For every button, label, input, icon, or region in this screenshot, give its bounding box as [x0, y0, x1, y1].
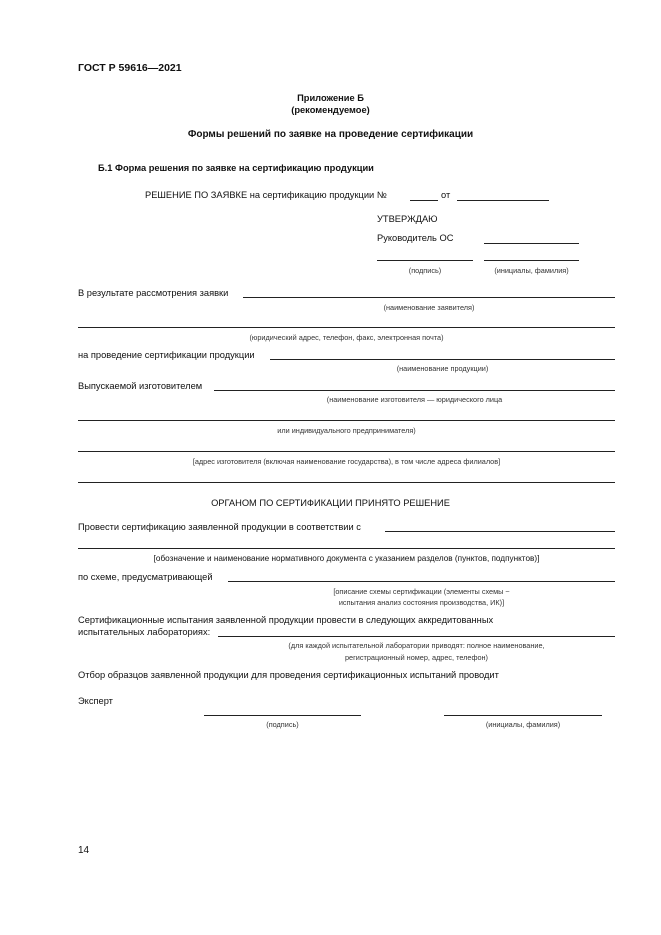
scheme-caption-2: испытания анализ состояния производства, ИК)]	[338, 598, 505, 607]
approve-word: УТВЕРЖДАЮ	[377, 214, 438, 224]
maker-caption: (наименование изготовителя — юридического лица	[326, 395, 503, 404]
annex-heading: Формы решений по заявке на проведение сертификации	[187, 129, 474, 140]
certify-doc-line[interactable]	[385, 531, 615, 532]
page-number: 14	[78, 845, 90, 856]
expert-name-line[interactable]	[444, 715, 602, 716]
lab-caption-2: регистрационный номер, адрес, телефон)	[344, 653, 488, 662]
review-label: В результате рассмотрения заявки	[78, 288, 229, 298]
annex-note: (рекомендуемое)	[291, 105, 370, 115]
expert-name-caption: (инициалы, фамилия)	[485, 720, 561, 729]
approve-sign-line[interactable]	[377, 260, 473, 261]
certify-doc-caption: [обозначение и наименование нормативного документа с указанием разделов (пунктов, подпунктов)]	[153, 554, 540, 563]
decision-number-line[interactable]	[410, 200, 438, 201]
maker-address-line[interactable]	[78, 451, 615, 452]
expert-label: Эксперт	[78, 696, 113, 706]
certify-label: Провести сертификацию заявленной продукции в соответствии с	[78, 522, 361, 532]
section-title: Б.1 Форма решения по заявке на сертификацию продукции	[98, 163, 374, 173]
scheme-line[interactable]	[228, 581, 615, 582]
tests-label-1: Сертификационные испытания заявленной продукции провести в следующих аккредитованных	[78, 615, 494, 625]
approve-name-caption: (инициалы, фамилия)	[494, 266, 569, 275]
lab-line[interactable]	[218, 636, 615, 637]
maker-address-line-2[interactable]	[78, 482, 615, 483]
address-caption: (юридический адрес, телефон, факс, электронная почта)	[249, 333, 444, 342]
scheme-caption-1: [описание схемы сертификации (элементы схемы ~	[333, 587, 510, 596]
product-caption: (наименование продукции)	[396, 364, 489, 373]
applicant-caption: (наименование заявителя)	[383, 303, 475, 312]
address-line[interactable]	[78, 327, 615, 328]
maker-line[interactable]	[214, 390, 615, 391]
lab-caption-1: (для каждой испытательной лаборатории приводят: полное наименование,	[288, 641, 545, 650]
decision-date-line[interactable]	[457, 200, 549, 201]
approve-head: Руководитель ОС	[377, 233, 454, 243]
sampling-text: Отбор образцов заявленной продукции для проведения сертификационных испытаний проводит	[78, 670, 499, 680]
approve-head-line[interactable]	[484, 243, 579, 244]
annex-title: Приложение Б	[297, 93, 364, 103]
scheme-label: по схеме, предусматривающей	[78, 572, 213, 582]
tests-label-2: испытательных лабораториях:	[78, 627, 211, 637]
maker-caption-2: или индивидуального предпринимателя)	[277, 426, 416, 435]
maker-address-caption: [адрес изготовителя (включая наименование государства), в том числе адреса филиалов]	[192, 457, 501, 466]
cert-label: на проведение сертификации продукции	[78, 350, 255, 360]
approve-sign-caption: (подпись)	[408, 266, 442, 275]
maker-label: Выпускаемой изготовителем	[78, 381, 203, 391]
decision-title: РЕШЕНИЕ ПО ЗАЯВКЕ на сертификацию продукции №	[145, 190, 387, 200]
maker-line-2[interactable]	[78, 420, 615, 421]
expert-sign-caption: (подпись)	[266, 720, 299, 729]
expert-sign-line[interactable]	[204, 715, 361, 716]
product-line[interactable]	[270, 359, 615, 360]
approve-name-line[interactable]	[484, 260, 579, 261]
body-title: ОРГАНОМ ПО СЕРТИФИКАЦИИ ПРИНЯТО РЕШЕНИЕ	[211, 498, 450, 508]
applicant-line[interactable]	[243, 297, 615, 298]
standard-code: ГОСТ Р 59616—2021	[78, 62, 182, 74]
decision-from: от	[441, 190, 451, 200]
certify-doc-line-2[interactable]	[78, 548, 615, 549]
